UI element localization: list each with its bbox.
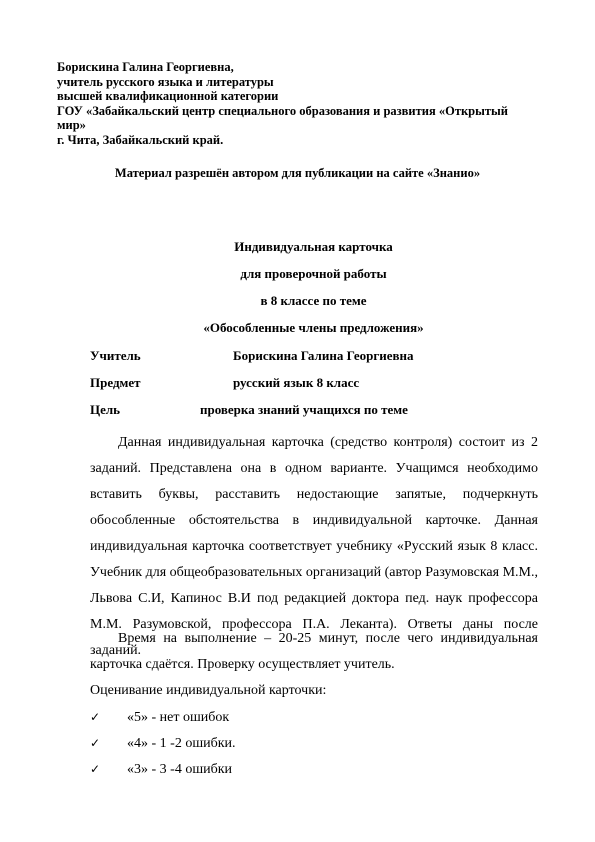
title-line-1: Индивидуальная карточка xyxy=(234,239,393,254)
author-block xyxy=(57,60,537,147)
grading-item-text: «4» - 1 -2 ошибки. xyxy=(127,736,236,751)
title-line-4: «Обособленные члены предложения» xyxy=(203,320,424,335)
subject-label: Предмет xyxy=(90,375,141,390)
check-icon: ✓ xyxy=(90,736,101,750)
title-line-2: для проверочной работы xyxy=(240,266,387,281)
author-location: г. Чита, Забайкальский край. xyxy=(57,132,224,147)
author-category: высшей квалификационной категории xyxy=(57,89,279,103)
grading-heading xyxy=(90,678,538,704)
title-line-3: в 8 классе по теме xyxy=(260,293,367,308)
paragraph-3: Оценивание индивидуальной карточки: xyxy=(90,683,327,698)
goal-label: Цель xyxy=(90,402,121,417)
grading-item-text: «3» - 3 -4 ошибки xyxy=(127,762,233,777)
grading-item-text: «5» - нет ошибок xyxy=(127,710,230,725)
paragraph-1: Данная индивидуальная карточка (средство контроля) состоит из 2 заданий. Представлена она в одном варианте. Учащимся необходимо вставить буквы, расставить недостающие запятые, подчеркнуть обособленные обстоятельства в индивидуальной карточке. Данная индивидуальная карточка соответствует учебнику «Русский язык 8 класс. Учебник для общеобразовательных организаций (автор Разумовская М.М., Львова С.И, Капинос В.И под редакцией доктора пед. наук профессора М.М. Разумовской, профессора П.А. Леканта). Ответы даны после заданий. xyxy=(90,435,538,658)
check-icon: ✓ xyxy=(90,710,101,724)
check-icon: ✓ xyxy=(90,762,101,776)
author-position: учитель русского языка и литературы xyxy=(57,74,274,89)
publication-permission: Материал разрешён автором для публикации на сайте «Знанио» xyxy=(114,166,481,180)
teacher-value: Борискина Галина Георгиевна xyxy=(233,348,414,363)
time-paragraph xyxy=(90,626,538,678)
author-organization: ГОУ «Забайкальский центр специального образования и развития «Открытый мир» xyxy=(57,103,508,132)
author-name: Борискина Галина Георгиевна, xyxy=(57,60,234,74)
paragraph-2: Время на выполнение – 20-25 минут, после чего индивидуальная карточка сдаётся. Проверку осуществляет учитель. xyxy=(90,631,538,672)
goal-value: проверка знаний учащихся по теме xyxy=(200,402,408,417)
subject-value: русский язык 8 класс xyxy=(233,375,360,390)
teacher-label: Учитель xyxy=(90,348,141,363)
card-title xyxy=(0,240,595,348)
